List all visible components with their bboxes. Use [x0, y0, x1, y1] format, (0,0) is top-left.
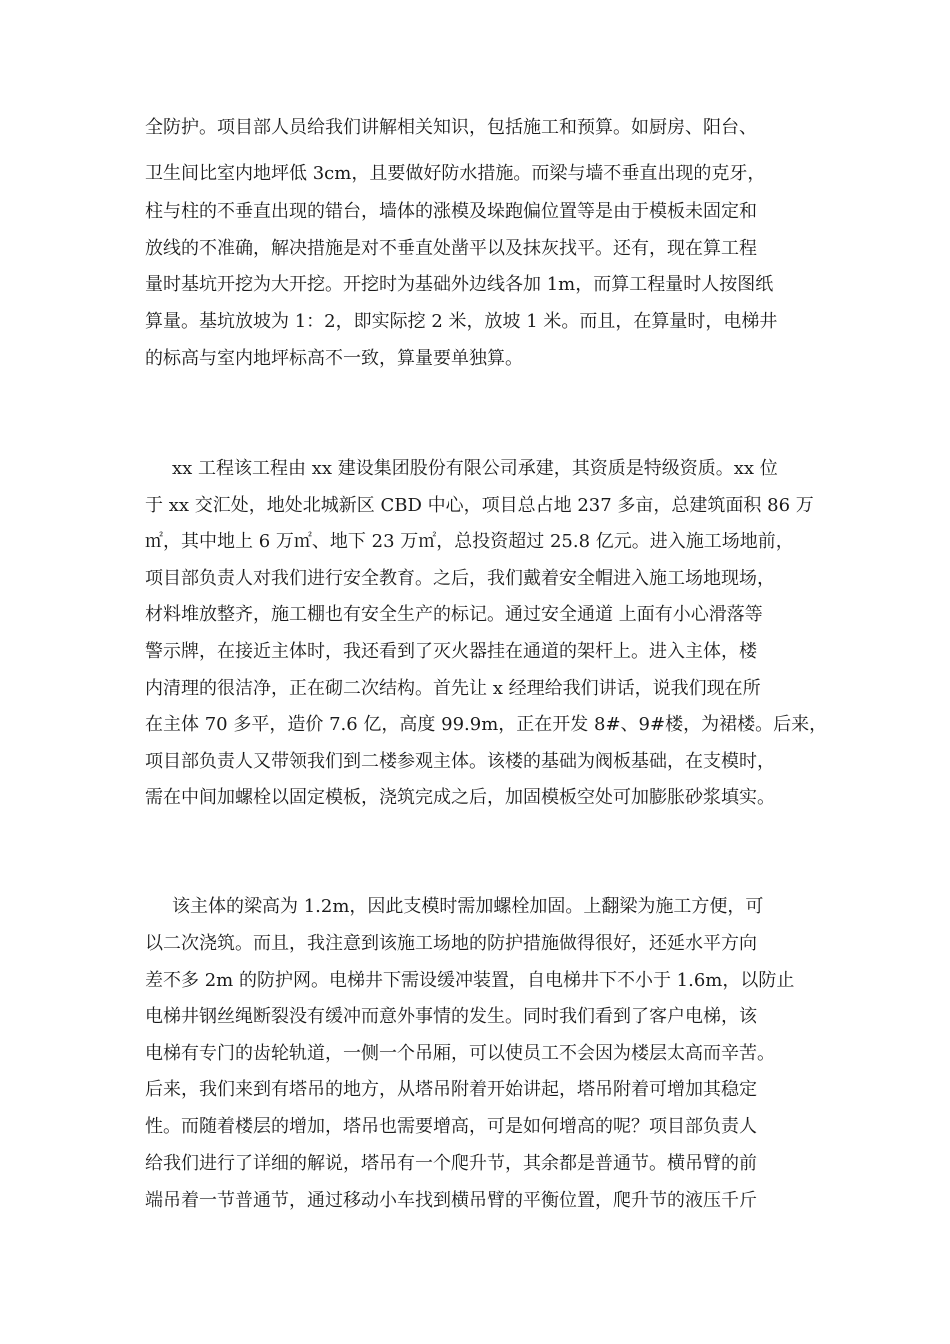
text-line: 电梯井钢丝绳断裂没有缓冲而意外事情的发生。同时我们看到了客户电梯，该 [145, 1006, 757, 1027]
text-line: 项目部负责人又带领我们到二楼参观主体。该楼的基础为阀板基础，在支模时， [145, 751, 775, 772]
text-line: 卫生间比室内地坪低 3cm，且要做好防水措施。而梁与墙不垂直出现的克牙， [145, 163, 766, 184]
text-line: 项目部负责人对我们进行安全教育。之后，我们戴着安全帽进入施工场地现场， [145, 568, 775, 589]
text-line: 差不多 2m 的防护网。电梯井下需设缓冲装置，自电梯井下不小于 1.6m，以防止 [145, 970, 795, 991]
text-line: 后来，我们来到有塔吊的地方，从塔吊附着开始讲起，塔吊附着可增加其稳定 [145, 1079, 757, 1100]
text-line: 算量。基坑放坡为 1：2，即实际挖 2 米，放坡 1 米。而且，在算量时，电梯井 [145, 311, 778, 332]
text-line: 警示牌，在接近主体时，我还看到了灭火器挂在通道的架杆上。进入主体，楼 [145, 641, 757, 662]
text-line: 的标高与室内地坪标高不一致，算量要单独算。 [145, 348, 523, 369]
text-line: xx 工程该工程由 xx 建设集团股份有限公司承建，其资质是特级资质。xx 位 [172, 458, 778, 479]
text-line: 电梯有专门的齿轮轨道，一侧一个吊厢，可以使员工不会因为楼层太高而辛苦。 [145, 1043, 775, 1064]
text-line: 该主体的梁高为 1.2m，因此支模时需加螺栓加固。上翻梁为施工方便，可 [172, 896, 764, 917]
text-line: 材料堆放整齐，施工棚也有安全生产的标记。通过安全通道 上面有小心滑落等 [145, 604, 763, 625]
text-line: 在主体 70 多平，造价 7.6 亿，高度 99.9m，正在开发 8#、9#楼，为裙楼。后来， [145, 714, 828, 735]
text-line: 内清理的很洁净，正在砌二次结构。首先让 x 经理给我们讲话，说我们现在所 [145, 678, 761, 699]
text-line: 全防护。项目部人员给我们讲解相关知识，包括施工和预算。如厨房、阳台、 [145, 117, 757, 138]
text-line: 需在中间加螺栓以固定模板，浇筑完成之后，加固模板空处可加膨胀砂浆填实。 [145, 787, 775, 808]
text-line: 量时基坑开挖为大开挖。开挖时为基础外边线各加 1m，而算工程量时人按图纸 [145, 274, 774, 295]
text-line: 于 xx 交汇处，地处北城新区 CBD 中心，项目总占地 237 多亩，总建筑面积 86 万 [145, 495, 814, 516]
text-line: 性。而随着楼层的增加，塔吊也需要增高，可是如何增高的呢？项目部负责人 [145, 1116, 757, 1137]
text-line: ㎡，其中地上 6 万㎡、地下 23 万㎡，总投资超过 25.8 亿元。进入施工场地前， [145, 531, 794, 552]
text-line: 放线的不准确，解决措施是对不垂直处凿平以及抹灰找平。还有，现在算工程 [145, 238, 757, 259]
text-line: 以二次浇筑。而且，我注意到该施工场地的防护措施做得很好，还延水平方向 [145, 933, 757, 954]
text-line: 给我们进行了详细的解说，塔吊有一个爬升节，其余都是普通节。横吊臂的前 [145, 1153, 757, 1174]
text-line: 端吊着一节普通节，通过移动小车找到横吊臂的平衡位置，爬升节的液压千斤 [145, 1190, 757, 1211]
text-line: 柱与柱的不垂直出现的错台，墙体的涨模及垛跑偏位置等是由于模板未固定和 [145, 201, 757, 222]
